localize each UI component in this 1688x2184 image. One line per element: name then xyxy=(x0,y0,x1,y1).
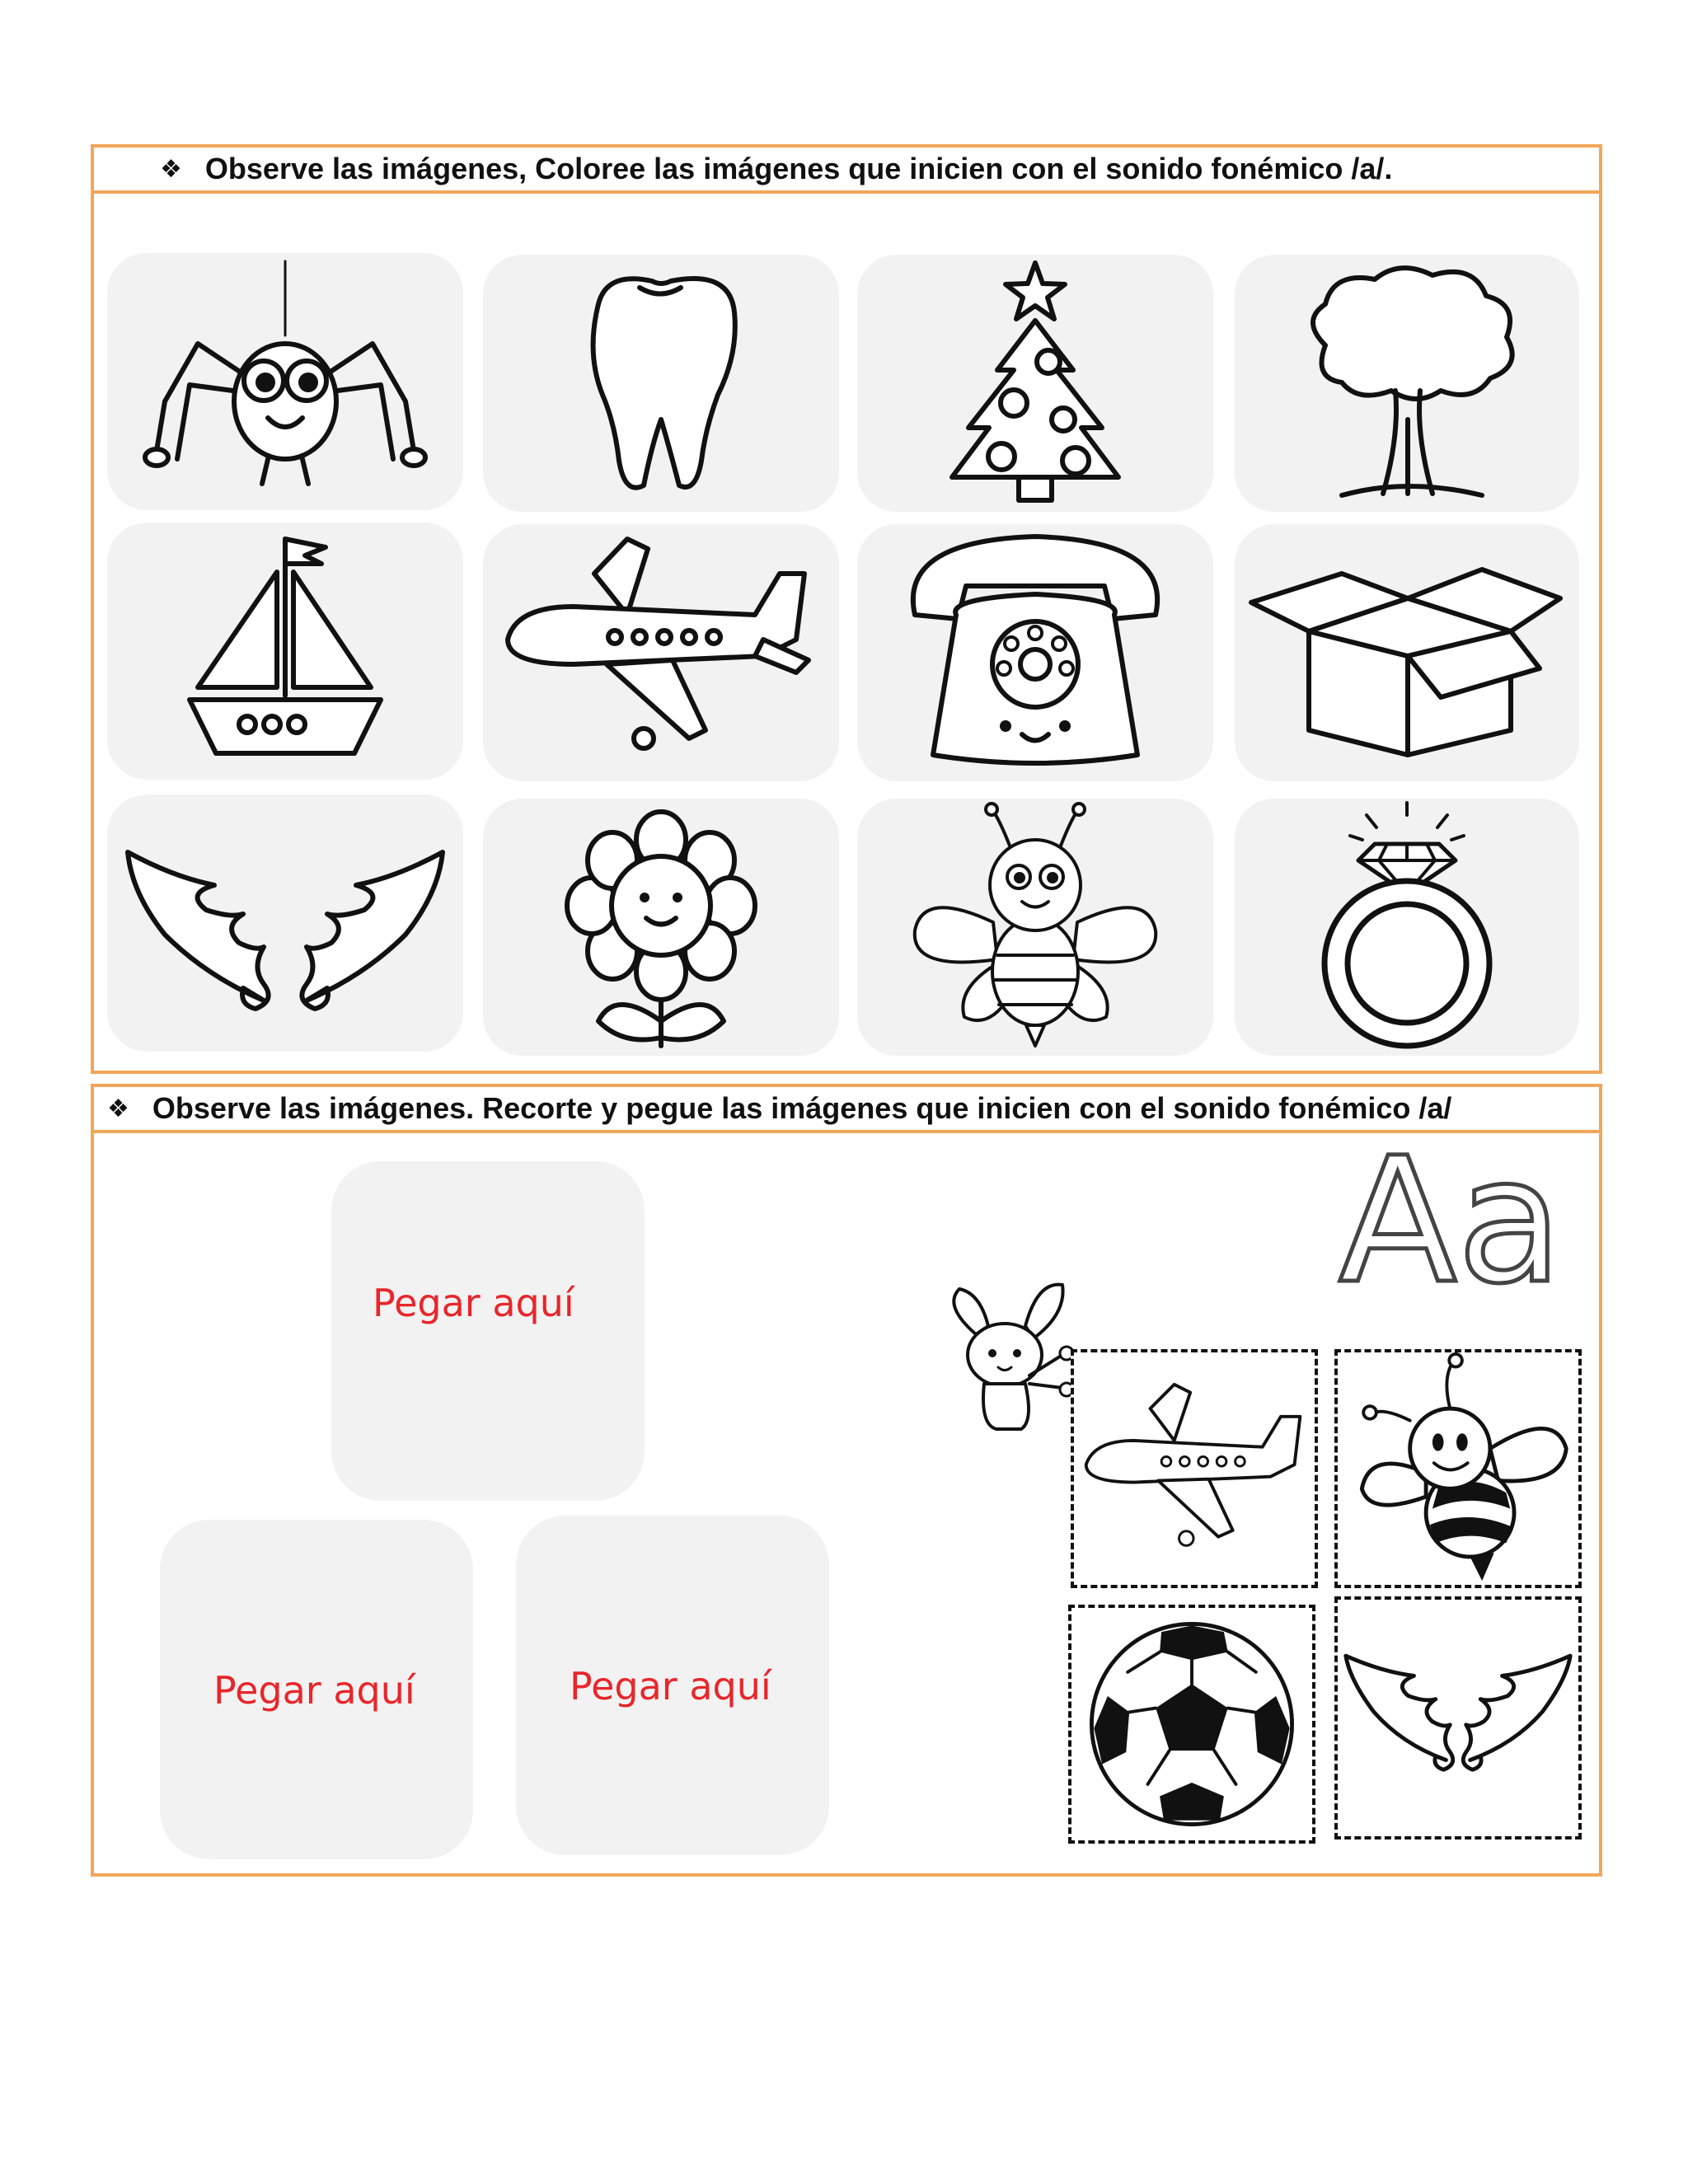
tree-icon xyxy=(1235,255,1579,512)
tree-cell[interactable] xyxy=(1235,255,1579,512)
airplane-cell[interactable] xyxy=(483,524,839,781)
spider-icon xyxy=(107,253,463,510)
spider-cell[interactable] xyxy=(107,253,463,510)
airplane-icon xyxy=(483,524,839,781)
bee-cell[interactable] xyxy=(857,799,1213,1056)
bunny-icon xyxy=(939,1272,1087,1437)
tooth-icon xyxy=(483,255,839,512)
paste-area-1[interactable] xyxy=(331,1161,645,1501)
cut-paste-instruction: Observe las imágenes. Recorte y pegue las imágenes que inicien con el sonido fonémico /a/ xyxy=(152,1091,1452,1125)
paste-area-2[interactable] xyxy=(160,1520,473,1859)
box-cell[interactable] xyxy=(1235,524,1579,781)
coloring-instruction: Observe las imágenes, Coloree las imágenes que inicien con el sonido fonémico /a/. xyxy=(204,152,1393,185)
coloring-instruction-row xyxy=(94,148,1599,194)
diamond-bullet-icon: ❖ xyxy=(107,1094,129,1122)
bee-icon xyxy=(857,799,1213,1056)
ring-cell[interactable] xyxy=(1235,799,1579,1056)
telephone-cell[interactable] xyxy=(857,524,1213,781)
sailboat-cell[interactable] xyxy=(107,523,463,780)
letters-aa-text: Aa xyxy=(1339,1120,1564,1322)
flower-icon xyxy=(483,799,839,1056)
sailboat-icon xyxy=(107,523,463,780)
christmas-tree-icon xyxy=(857,255,1213,512)
wings-icon xyxy=(1338,1600,1578,1836)
cutout-airplane[interactable] xyxy=(1071,1349,1318,1588)
diamond-bullet-icon: ❖ xyxy=(160,155,182,183)
paste-area-3[interactable] xyxy=(516,1516,829,1855)
tooth-cell[interactable] xyxy=(483,255,839,512)
airplane-icon xyxy=(1074,1352,1315,1585)
bee-icon xyxy=(1338,1352,1578,1585)
bunny-with-scissors xyxy=(939,1272,1087,1437)
cutout-soccer-ball[interactable] xyxy=(1068,1605,1315,1844)
cutout-bee[interactable] xyxy=(1334,1349,1582,1588)
telephone-icon xyxy=(857,524,1213,781)
ring-icon xyxy=(1235,799,1579,1056)
tracing-letters-icon xyxy=(1339,1120,1564,1322)
box-icon xyxy=(1235,524,1579,781)
paste-label: Pegar aquí xyxy=(373,1281,574,1325)
letters-aa xyxy=(1339,1120,1564,1322)
paste-label: Pegar aquí xyxy=(570,1664,771,1708)
wings-cell[interactable] xyxy=(107,794,463,1052)
wings-icon xyxy=(107,794,463,1052)
flower-cell[interactable] xyxy=(483,799,839,1056)
soccer-ball-icon xyxy=(1071,1608,1312,1840)
cut-paste-section xyxy=(91,1084,1602,1877)
cutout-wings[interactable] xyxy=(1334,1596,1582,1840)
coloring-section xyxy=(91,144,1602,1074)
paste-label: Pegar aquí xyxy=(213,1668,415,1713)
christmas-tree-cell[interactable] xyxy=(857,255,1213,512)
